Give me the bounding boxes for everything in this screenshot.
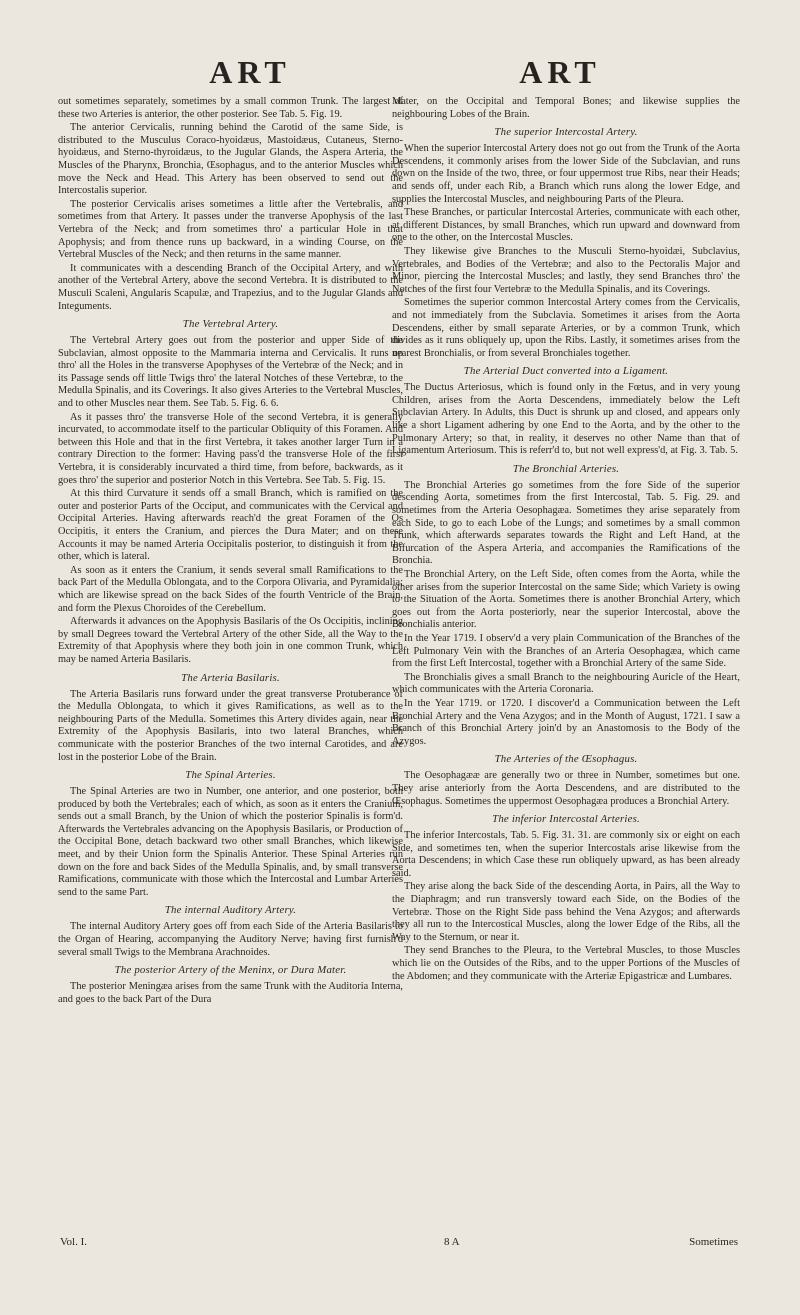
- section-heading: The Spinal Arteries.: [185, 769, 276, 782]
- paragraph: Afterwards it advances on the Apophysis Basilaris of the Os Occipitis, inclining by small Degrees toward the Vertebral Artery of the other Side, all the Way to the Extremity of that Apophysis where they both join in one common Trunk, which may be named Arteria Basilaris.: [58, 616, 403, 665]
- left-column: [58, 96, 403, 1261]
- paragraph: As it passes thro' the transverse Hole of the second Vertebra, it is generally incurvated, to accommodate itself to the particular Obliquity of this Foramen. And between this Hole and that in the first Vertebra, it takes another larger Turn in a contrary Direction to the former: Having pass'd the transverse Hole of the first Vertebra, it is considerably incurvated a third time, from before, backwards, as it goes thro' the superior and posterior Notch in this Vertebra. See Tab. 5. Fig. 15.: [58, 411, 403, 486]
- section-heading: The Arterial Duct converted into a Ligament.: [463, 365, 669, 378]
- paragraph: It communicates with a descending Branch of the Occipital Artery, and with another of the Vertebral Artery, above the second Vertebra. It is distributed to the Musculi Scaleni, Angularis Scapulæ, and Trapezius, and to the Jugular Glands and Integuments.: [58, 262, 403, 312]
- signature-mark: 8 A: [444, 1236, 460, 1248]
- paragraph: The Vertebral Artery goes out from the posterior and upper Side of the Subclavian, almost opposite to the Mammaria interna and Cervicalis. It runs up thro' all the Holes in the transverse Apophyses of the Vertebræ of the Neck; and in its Passage sends off little Twigs thro' the lateral Notches of these Vertebræ, to the Medulla Spinalis, and its Coverings. It also gives Arteries to the Vertebral Muscles, and to other Muscles near them. See Tab. 5. Fig. 6. 6.: [58, 335, 403, 410]
- section-heading: The Bronchial Arteries.: [512, 462, 620, 475]
- paragraph: Mater, on the Occipital and Temporal Bones; and likewise supplies the neighbouring Lobes of the Brain.: [392, 96, 740, 120]
- paragraph: At this third Curvature it sends off a small Branch, which is ramified on the outer and posterior Parts of the Occiput, and communicates with the Cervical and Occipital Arteries. Having afterwards reach'd the great Foramen of the Os Occipitis, it enters the Cranium, and pierces the Dura Mater; and on these Accounts it may be named Arteria Occipitalis posterior, to distinguish it from the other, which is lateral.: [58, 488, 403, 563]
- right-headword: ART: [519, 54, 601, 90]
- paragraph: The posterior Meningæa arises from the same Trunk with the Auditoria Interna, and goes to the back Part of the Dura: [58, 981, 403, 1005]
- paragraph: As soon as it enters the Cranium, it sends several small Ramifications to the back Part of the Medulla Oblongata, and to the Corpora Olivaria, and Pyramidalia; which are likewise spread on the back Sides of the fourth Ventricle of the Brain, and form the Plexus Choroides of the Cerebellum.: [58, 564, 403, 614]
- paragraph: The Bronchial Arteries go sometimes from the fore Side of the superior descending Aorta, sometimes from the first Intercostal, Tab. 5. Fig. 29. and sometimes from the Arteria Oesophagæa. Sometimes they arise separately from each Side, to go to each Lobe of the Lungs; and sometimes by a small common Trunk, which afterwards separates towards the Right and Left Hand, at the Bifurcation of the Aspera Arteria, and accompanies the Ramifications of the Bronchia.: [392, 479, 740, 567]
- paragraph: The Spinal Arteries are two in Number, one anterior, and one posterior, both produced by both the Vertebrales; each of which, as soon as it enters the Cranium, sends out a small Branch, by the Union of which the posterior Spinalis is form'd. Afterwards the Vertebrales advancing on the Apophysis Basilaris, or Production of the Occipital Bone, detach backward two other small Branches, which likewise meet, and by their Union form the Spinalis Anterior. These Spinal Arteries run down on the fore and back Sides of the Medulla Spinalis, and, by small transverse Ramifications, communicate with those which the Intercostal and Lumbar Arteries send to the same Part.: [58, 786, 403, 898]
- section-heading: The internal Auditory Artery.: [164, 904, 297, 917]
- left-headword: ART: [209, 54, 291, 90]
- paragraph: The Bronchialis gives a small Branch to the neighbouring Auricle of the Heart, which communicates with the Arteria Coronaria.: [392, 671, 740, 696]
- paragraph: They arise along the back Side of the descending Aorta, in Pairs, all the Way to the Diaphragm; and run transversly toward each Side, on the Bodies of the Vertebræ. Those on the Right Side pass behind the Vena Azygos; and afterwards they all run to the Intercostical Muscles, along the lower Edge of the Ribs, all the Way to the Sternum, or near it.: [392, 881, 740, 943]
- paragraph: The Oesophagææ are generally two or three in Number, sometimes but one. They arise anteriorly from the Aorta Descendens, and are distributed to the Œsophagus. Sometimes the uppermost Oesophagæa produces a Bronchial Artery.: [392, 770, 740, 807]
- paragraph: The Bronchial Artery, on the Left Side, often comes from the Aorta, while the other arises from the superior Intercostal on the same Side; which Variety is owing to the Situation of the Aorta. Sometimes there is another Bronchial Artery, which goes out from the Aorta posteriorly, near the superior Intercostal, above the Bronchialis anterior.: [392, 569, 740, 631]
- paragraph: The inferior Intercostals, Tab. 5. Fig. 31. 31. are commonly six or eight on each Side, and sometimes ten, when the superior Intercostals arise likewise from the Aorta Descendens; in which Case these run obliquely upward, as has been already said.: [392, 830, 740, 879]
- section-heading: The posterior Artery of the Meninx, or Dura Mater.: [114, 964, 347, 977]
- catchword: Sometimes: [689, 1236, 738, 1248]
- right-column: [392, 96, 740, 1261]
- paragraph: Sometimes the superior common Intercostal Artery comes from the Cervicalis, and not immediately from the Subclavia. Sometimes it arises from the Aorta Descendens, either by small separate Arteries, or by a common Trunk, which divides as it runs obliquely up, upon the Ribs. Lastly, it sometimes arises from the nearest Bronchialis, or from several Bronchiales together.: [392, 297, 740, 359]
- section-heading: The Arteria Basilaris.: [181, 671, 280, 684]
- volume-label: Vol. I.: [60, 1236, 87, 1248]
- paragraph: The anterior Cervicalis, running behind the Carotid of the same Side, is distributed to the Musculus Coraco-hyoidæus, Mastoidæus, Cutaneus, Sterno-hyoidæus, and Sterno-thyroidæus, to the Jugular Glands, the Aspera Arteria, the Muscles of the Pharynx, Bronchia, Œsophagus, and to the anterior Muscles which move the Neck and Head. This Artery has been observed to send out the Intercostalis superior.: [58, 122, 403, 197]
- section-heading: The superior Intercostal Artery.: [494, 126, 638, 139]
- paragraph: These Branches, or particular Intercostal Arteries, communicate with each other, at different Distances, by small Branches, which run upward and downward from one to the other, on the Intercostal Muscles.: [392, 207, 740, 244]
- running-header: [0, 54, 800, 94]
- paragraph: The posterior Cervicalis arises sometimes a little after the Vertebralis, and sometimes from that Artery. It passes under the tranverse Apophysis of the last Vertebra of the Neck; and from sometimes thro' a particular Hole in that Apophysis; and from thence runs up backward, in a winding Course, on the Vertebral Muscles of the Neck; and then returns in the same manner.: [58, 198, 403, 261]
- paragraph: They likewise give Branches to the Musculi Sterno-hyoidæi, Subclavius, Vertebrales, and Bodies of the Vertebræ; and also to the Pectoralis Major and Minor, piercing the Intercostal Muscles; and lastly, they send Branches thro' the Notches of the first four Vertebræ to the Medulla Spinalis, and its Coverings.: [392, 245, 740, 295]
- paragraph: In the Year 1719. I observ'd a very plain Communication of the Branches of the Left Pulmonary Vein with the Branches of an Arteria Oesophagæa, which came from the first Left Intercostal, together with a Bronchial Artery of the same Side.: [392, 632, 740, 670]
- paragraph: The Arteria Basilaris runs forward under the great transverse Protuberance of the Medulla Oblongata, to which it gives Ramifications, as well as to the neighbouring Parts of the Medulla. Sometimes this Artery divides again, near the Extremity of the Apophysis Basilaris, into two lateral Branches, which communicate with the posterior Branches of the two internal Carotides, and are lost in the posterior Lobe of the Brain.: [58, 688, 403, 763]
- page-footer: [58, 1236, 738, 1250]
- paragraph: The internal Auditory Artery goes off from each Side of the Arteria Basilaris to the Organ of Hearing, accompanying the Auditory Nerve; having first furnish'd several small Twigs to the Membrana Arachnoides.: [58, 921, 403, 958]
- section-heading: The Vertebral Artery.: [182, 318, 279, 331]
- paragraph: out sometimes separately, sometimes by a small common Trunk. The largest of these two Arteries is anterior, the other posterior. See Tab. 5. Fig. 19.: [58, 96, 403, 120]
- paragraph: The Ductus Arteriosus, which is found only in the Fœtus, and in very young Children, arises from the Aorta Descendens, immediately below the Left Subclavian Artery. In Adults, this Duct is shrunk up and closed, and appears only like a short Ligament adhering by one End to the Aorta, and by the other to the Pulmonary Artery; so that, in reality, it deserves no other Name than that of Ligamentum Arteriosum. This is referr'd to, but not well express'd, at Fig. 3. Tab. 5.: [392, 382, 740, 457]
- paragraph: When the superior Intercostal Artery does not go out from the Trunk of the Aorta Descendens, it commonly arises from the lower Side of the Subclavian, and runs down on the Inside of the two, three, or four uppermost true Ribs, near their Heads; and sends off, under each Rib, a Branch which runs along the lower Edge, and supplies the Intercostal Muscles, and neighbouring Parts of the Pleura.: [392, 143, 740, 205]
- paragraph: In the Year 1719. or 1720. I discover'd a Communication between the Left Bronchial Artery and the Vena Azygos; and in the Month of August, 1721. I saw a Branch of this Bronchial Artery join'd by an Anastomosis to the Body of the Azygos.: [392, 697, 740, 747]
- paragraph: They send Branches to the Pleura, to the Vertebral Muscles, to those Muscles which lie on the Outsides of the Ribs, and to the upper Portions of the Muscles of the Abdomen; and they communicate with the Arteriæ Epigastricæ and Lumbares.: [392, 945, 740, 982]
- section-heading: The Arteries of the Œsophagus.: [494, 753, 638, 766]
- section-heading: The inferior Intercostal Arteries.: [492, 813, 640, 826]
